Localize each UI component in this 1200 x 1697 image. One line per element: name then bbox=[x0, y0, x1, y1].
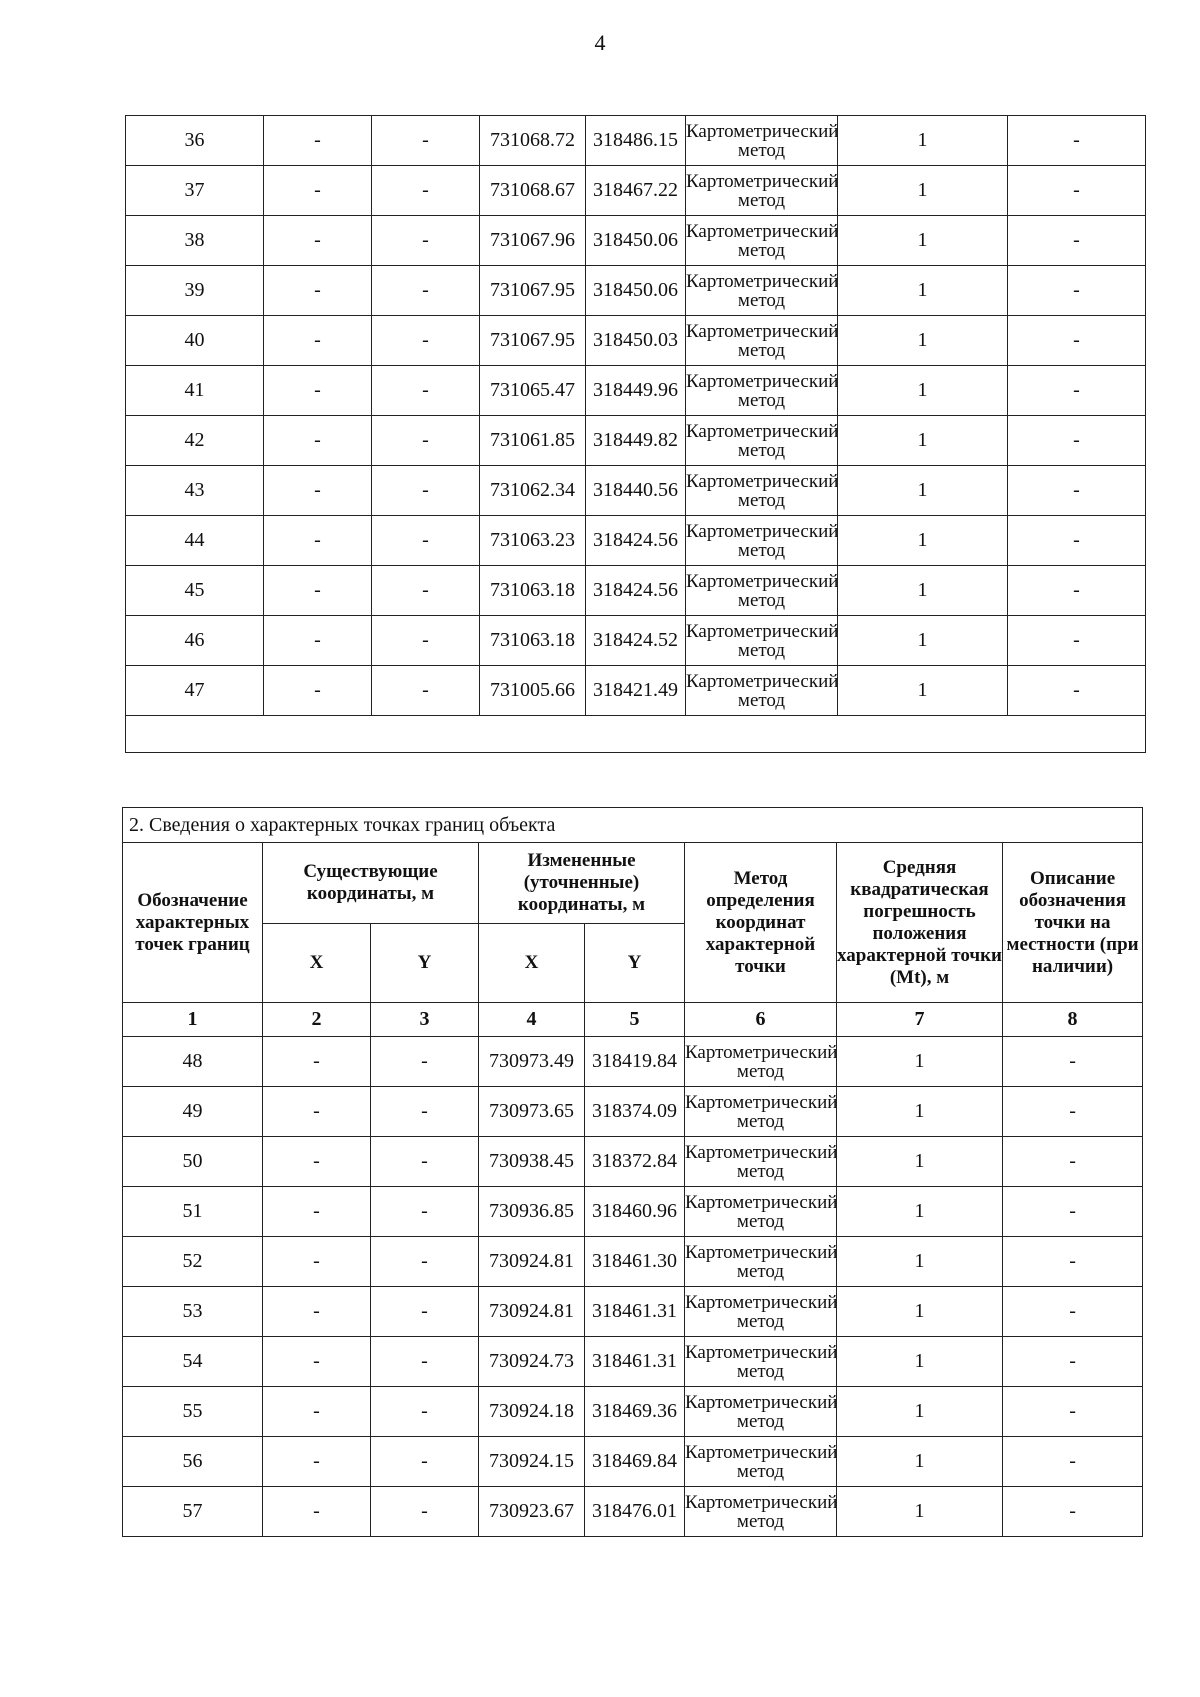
changed-x-cell: 731067.96 bbox=[480, 216, 586, 266]
existing-x-cell: - bbox=[264, 166, 372, 216]
method-cell: Картометрический метод bbox=[685, 1337, 837, 1387]
changed-y-cell: 318372.84 bbox=[585, 1137, 685, 1187]
method-cell: Картометрический метод bbox=[686, 466, 838, 516]
existing-y-cell: - bbox=[371, 1237, 479, 1287]
method-cell: Картометрический метод bbox=[686, 266, 838, 316]
mean-error-cell: 1 bbox=[837, 1137, 1003, 1187]
point-number-cell: 41 bbox=[126, 366, 264, 416]
existing-x-cell: - bbox=[264, 416, 372, 466]
changed-x-cell: 730924.73 bbox=[479, 1337, 585, 1387]
point-number-cell: 43 bbox=[126, 466, 264, 516]
changed-y-cell: 318467.22 bbox=[586, 166, 686, 216]
existing-x-cell: - bbox=[263, 1387, 371, 1437]
existing-y-cell: - bbox=[372, 466, 480, 516]
method-cell: Картометрический метод bbox=[686, 666, 838, 716]
mean-error-cell: 1 bbox=[837, 1187, 1003, 1237]
method-cell: Картометрический метод bbox=[685, 1187, 837, 1237]
point-number-cell: 51 bbox=[123, 1187, 263, 1237]
column-number: 8 bbox=[1003, 1003, 1143, 1037]
table-row bbox=[123, 1487, 1143, 1537]
mean-error-cell: 1 bbox=[837, 1437, 1003, 1487]
mean-error-cell: 1 bbox=[837, 1487, 1003, 1537]
table-row bbox=[126, 166, 1146, 216]
mean-error-cell: 1 bbox=[838, 316, 1008, 366]
changed-y-cell: 318461.31 bbox=[585, 1287, 685, 1337]
existing-x-cell: - bbox=[264, 116, 372, 166]
existing-y-cell: - bbox=[372, 366, 480, 416]
changed-y-cell: 318469.36 bbox=[585, 1387, 685, 1437]
mean-error-cell: 1 bbox=[838, 116, 1008, 166]
existing-y-cell: - bbox=[372, 166, 480, 216]
changed-y-cell: 318449.96 bbox=[586, 366, 686, 416]
existing-y-cell: - bbox=[371, 1487, 479, 1537]
method-cell: Картометрический метод bbox=[686, 366, 838, 416]
point-number-cell: 56 bbox=[123, 1437, 263, 1487]
method-cell: Картометрический метод bbox=[685, 1287, 837, 1337]
description-cell: - bbox=[1008, 466, 1146, 516]
point-number-cell: 37 bbox=[126, 166, 264, 216]
changed-y-cell: 318374.09 bbox=[585, 1087, 685, 1137]
changed-y-cell: 318461.31 bbox=[585, 1337, 685, 1387]
table-row bbox=[123, 1137, 1143, 1187]
mean-error-cell: 1 bbox=[838, 266, 1008, 316]
changed-x-cell: 731067.95 bbox=[480, 316, 586, 366]
point-number-cell: 57 bbox=[123, 1487, 263, 1537]
point-number-cell: 55 bbox=[123, 1387, 263, 1437]
changed-x-cell: 731068.67 bbox=[480, 166, 586, 216]
existing-x-cell: - bbox=[263, 1487, 371, 1537]
header-changed-y: Y bbox=[585, 924, 685, 1003]
method-cell: Картометрический метод bbox=[686, 166, 838, 216]
description-cell: - bbox=[1003, 1387, 1143, 1437]
table-row bbox=[123, 1437, 1143, 1487]
existing-y-cell: - bbox=[371, 1387, 479, 1437]
existing-y-cell: - bbox=[372, 666, 480, 716]
table-row bbox=[123, 1187, 1143, 1237]
existing-x-cell: - bbox=[264, 366, 372, 416]
description-cell: - bbox=[1008, 566, 1146, 616]
mean-error-cell: 1 bbox=[837, 1387, 1003, 1437]
changed-x-cell: 730923.67 bbox=[479, 1487, 585, 1537]
point-number-cell: 53 bbox=[123, 1287, 263, 1337]
method-cell: Картометрический метод bbox=[685, 1037, 837, 1087]
column-number: 7 bbox=[837, 1003, 1003, 1037]
mean-error-cell: 1 bbox=[837, 1337, 1003, 1387]
mean-error-cell: 1 bbox=[837, 1287, 1003, 1337]
existing-x-cell: - bbox=[263, 1287, 371, 1337]
changed-y-cell: 318461.30 bbox=[585, 1237, 685, 1287]
mean-error-cell: 1 bbox=[838, 616, 1008, 666]
point-number-cell: 44 bbox=[126, 516, 264, 566]
point-number-cell: 36 bbox=[126, 116, 264, 166]
column-number: 3 bbox=[371, 1003, 479, 1037]
existing-y-cell: - bbox=[372, 316, 480, 366]
header-existing-y: Y bbox=[371, 924, 479, 1003]
method-cell: Картометрический метод bbox=[686, 416, 838, 466]
method-cell: Картометрический метод bbox=[685, 1137, 837, 1187]
description-cell: - bbox=[1008, 416, 1146, 466]
table-row bbox=[123, 1287, 1143, 1337]
existing-x-cell: - bbox=[264, 666, 372, 716]
changed-y-cell: 318476.01 bbox=[585, 1487, 685, 1537]
table-row bbox=[123, 1337, 1143, 1387]
method-cell: Картометрический метод bbox=[685, 1387, 837, 1437]
existing-y-cell: - bbox=[372, 516, 480, 566]
table-caption: 2. Сведения о характерных точках границ объекта bbox=[123, 808, 1143, 843]
description-cell: - bbox=[1008, 166, 1146, 216]
point-number-cell: 46 bbox=[126, 616, 264, 666]
description-cell: - bbox=[1003, 1137, 1143, 1187]
table-row bbox=[126, 566, 1146, 616]
changed-x-cell: 731067.95 bbox=[480, 266, 586, 316]
changed-x-cell: 730924.81 bbox=[479, 1237, 585, 1287]
description-cell: - bbox=[1008, 366, 1146, 416]
description-cell: - bbox=[1003, 1087, 1143, 1137]
existing-y-cell: - bbox=[372, 416, 480, 466]
description-cell: - bbox=[1008, 216, 1146, 266]
column-number: 4 bbox=[479, 1003, 585, 1037]
changed-y-cell: 318486.15 bbox=[586, 116, 686, 166]
existing-x-cell: - bbox=[263, 1237, 371, 1287]
existing-y-cell: - bbox=[371, 1437, 479, 1487]
changed-x-cell: 730936.85 bbox=[479, 1187, 585, 1237]
header-existing-coordinates: Существующие координаты, м bbox=[263, 843, 479, 924]
changed-x-cell: 730924.81 bbox=[479, 1287, 585, 1337]
method-cell: Картометрический метод bbox=[685, 1087, 837, 1137]
mean-error-cell: 1 bbox=[838, 466, 1008, 516]
changed-x-cell: 730973.65 bbox=[479, 1087, 585, 1137]
method-cell: Картометрический метод bbox=[686, 616, 838, 666]
description-cell: - bbox=[1003, 1187, 1143, 1237]
table-row bbox=[126, 216, 1146, 266]
description-cell: - bbox=[1003, 1487, 1143, 1537]
method-cell: Картометрический метод bbox=[686, 116, 838, 166]
changed-x-cell: 730973.49 bbox=[479, 1037, 585, 1087]
description-cell: - bbox=[1008, 266, 1146, 316]
mean-error-cell: 1 bbox=[837, 1087, 1003, 1137]
description-cell: - bbox=[1008, 616, 1146, 666]
existing-y-cell: - bbox=[371, 1187, 479, 1237]
point-number-cell: 38 bbox=[126, 216, 264, 266]
changed-y-cell: 318449.82 bbox=[586, 416, 686, 466]
description-cell: - bbox=[1003, 1437, 1143, 1487]
method-cell: Картометрический метод bbox=[686, 566, 838, 616]
changed-x-cell: 731063.23 bbox=[480, 516, 586, 566]
point-number-cell: 50 bbox=[123, 1137, 263, 1187]
existing-y-cell: - bbox=[372, 616, 480, 666]
mean-error-cell: 1 bbox=[837, 1037, 1003, 1087]
changed-y-cell: 318419.84 bbox=[585, 1037, 685, 1087]
mean-error-cell: 1 bbox=[838, 166, 1008, 216]
table-row bbox=[126, 366, 1146, 416]
existing-x-cell: - bbox=[264, 616, 372, 666]
table-row bbox=[123, 1037, 1143, 1087]
method-cell: Картометрический метод bbox=[685, 1437, 837, 1487]
changed-x-cell: 731068.72 bbox=[480, 116, 586, 166]
column-number: 2 bbox=[263, 1003, 371, 1037]
method-cell: Картометрический метод bbox=[685, 1237, 837, 1287]
existing-x-cell: - bbox=[264, 216, 372, 266]
point-number-cell: 39 bbox=[126, 266, 264, 316]
changed-y-cell: 318450.06 bbox=[586, 266, 686, 316]
changed-x-cell: 731005.66 bbox=[480, 666, 586, 716]
method-cell: Картометрический метод bbox=[685, 1487, 837, 1537]
changed-y-cell: 318450.06 bbox=[586, 216, 686, 266]
description-cell: - bbox=[1003, 1237, 1143, 1287]
description-cell: - bbox=[1008, 116, 1146, 166]
point-number-cell: 54 bbox=[123, 1337, 263, 1387]
mean-error-cell: 1 bbox=[838, 366, 1008, 416]
table-row bbox=[123, 1387, 1143, 1437]
existing-y-cell: - bbox=[371, 1087, 479, 1137]
changed-y-cell: 318421.49 bbox=[586, 666, 686, 716]
table-row bbox=[126, 516, 1146, 566]
changed-x-cell: 731063.18 bbox=[480, 566, 586, 616]
changed-y-cell: 318424.52 bbox=[586, 616, 686, 666]
changed-y-cell: 318424.56 bbox=[586, 566, 686, 616]
mean-error-cell: 1 bbox=[837, 1237, 1003, 1287]
description-cell: - bbox=[1008, 316, 1146, 366]
existing-y-cell: - bbox=[372, 266, 480, 316]
header-method: Метод определения координат характерной точки bbox=[685, 843, 837, 1003]
point-number-cell: 45 bbox=[126, 566, 264, 616]
method-cell: Картометрический метод bbox=[686, 516, 838, 566]
changed-x-cell: 730938.45 bbox=[479, 1137, 585, 1187]
changed-y-cell: 318469.84 bbox=[585, 1437, 685, 1487]
header-mean-error: Средняя квадратическая погрешность положения характерной точки (Mt), м bbox=[837, 843, 1003, 1003]
mean-error-cell: 1 bbox=[838, 216, 1008, 266]
existing-x-cell: - bbox=[263, 1187, 371, 1237]
existing-x-cell: - bbox=[264, 266, 372, 316]
table-row bbox=[126, 416, 1146, 466]
header-designation: Обозначение характерных точек границ bbox=[123, 843, 263, 1003]
existing-x-cell: - bbox=[263, 1087, 371, 1137]
mean-error-cell: 1 bbox=[838, 416, 1008, 466]
boundary-points-table bbox=[122, 807, 1143, 1537]
changed-x-cell: 731061.85 bbox=[480, 416, 586, 466]
changed-x-cell: 731062.34 bbox=[480, 466, 586, 516]
existing-x-cell: - bbox=[263, 1337, 371, 1387]
table-row bbox=[126, 666, 1146, 716]
table-row bbox=[123, 1237, 1143, 1287]
description-cell: - bbox=[1008, 516, 1146, 566]
method-cell: Картометрический метод bbox=[686, 316, 838, 366]
existing-y-cell: - bbox=[371, 1137, 479, 1187]
existing-x-cell: - bbox=[263, 1037, 371, 1087]
page-number: 4 bbox=[594, 30, 606, 55]
changed-x-cell: 731065.47 bbox=[480, 366, 586, 416]
description-cell: - bbox=[1003, 1287, 1143, 1337]
point-number-cell: 42 bbox=[126, 416, 264, 466]
table-row bbox=[126, 116, 1146, 166]
point-number-cell: 52 bbox=[123, 1237, 263, 1287]
existing-x-cell: - bbox=[264, 466, 372, 516]
existing-y-cell: - bbox=[372, 216, 480, 266]
header-changed-x: X bbox=[479, 924, 585, 1003]
coordinates-table-continued bbox=[125, 115, 1146, 753]
column-number: 6 bbox=[685, 1003, 837, 1037]
header-existing-x: X bbox=[263, 924, 371, 1003]
method-cell: Картометрический метод bbox=[686, 216, 838, 266]
existing-x-cell: - bbox=[264, 516, 372, 566]
changed-y-cell: 318450.03 bbox=[586, 316, 686, 366]
existing-y-cell: - bbox=[371, 1337, 479, 1387]
existing-x-cell: - bbox=[264, 566, 372, 616]
existing-x-cell: - bbox=[263, 1137, 371, 1187]
existing-y-cell: - bbox=[371, 1037, 479, 1087]
point-number-cell: 49 bbox=[123, 1087, 263, 1137]
table-row bbox=[126, 316, 1146, 366]
existing-x-cell: - bbox=[263, 1437, 371, 1487]
existing-y-cell: - bbox=[372, 566, 480, 616]
description-cell: - bbox=[1003, 1337, 1143, 1387]
description-cell: - bbox=[1008, 666, 1146, 716]
point-number-cell: 40 bbox=[126, 316, 264, 366]
changed-y-cell: 318440.56 bbox=[586, 466, 686, 516]
changed-y-cell: 318424.56 bbox=[586, 516, 686, 566]
description-cell: - bbox=[1003, 1037, 1143, 1087]
mean-error-cell: 1 bbox=[838, 516, 1008, 566]
empty-row bbox=[126, 716, 1146, 753]
mean-error-cell: 1 bbox=[838, 566, 1008, 616]
existing-x-cell: - bbox=[264, 316, 372, 366]
table-row bbox=[123, 1087, 1143, 1137]
column-number: 5 bbox=[585, 1003, 685, 1037]
mean-error-cell: 1 bbox=[838, 666, 1008, 716]
column-number: 1 bbox=[123, 1003, 263, 1037]
header-changed-coordinates: Измененные (уточненные) координаты, м bbox=[479, 843, 685, 924]
changed-y-cell: 318460.96 bbox=[585, 1187, 685, 1237]
existing-y-cell: - bbox=[372, 116, 480, 166]
header-description: Описание обозначения точки на местности (при наличии) bbox=[1003, 843, 1143, 1003]
point-number-cell: 47 bbox=[126, 666, 264, 716]
existing-y-cell: - bbox=[371, 1287, 479, 1337]
table-row bbox=[126, 616, 1146, 666]
changed-x-cell: 730924.18 bbox=[479, 1387, 585, 1437]
table-row bbox=[126, 266, 1146, 316]
changed-x-cell: 730924.15 bbox=[479, 1437, 585, 1487]
changed-x-cell: 731063.18 bbox=[480, 616, 586, 666]
point-number-cell: 48 bbox=[123, 1037, 263, 1087]
table-row bbox=[126, 466, 1146, 516]
